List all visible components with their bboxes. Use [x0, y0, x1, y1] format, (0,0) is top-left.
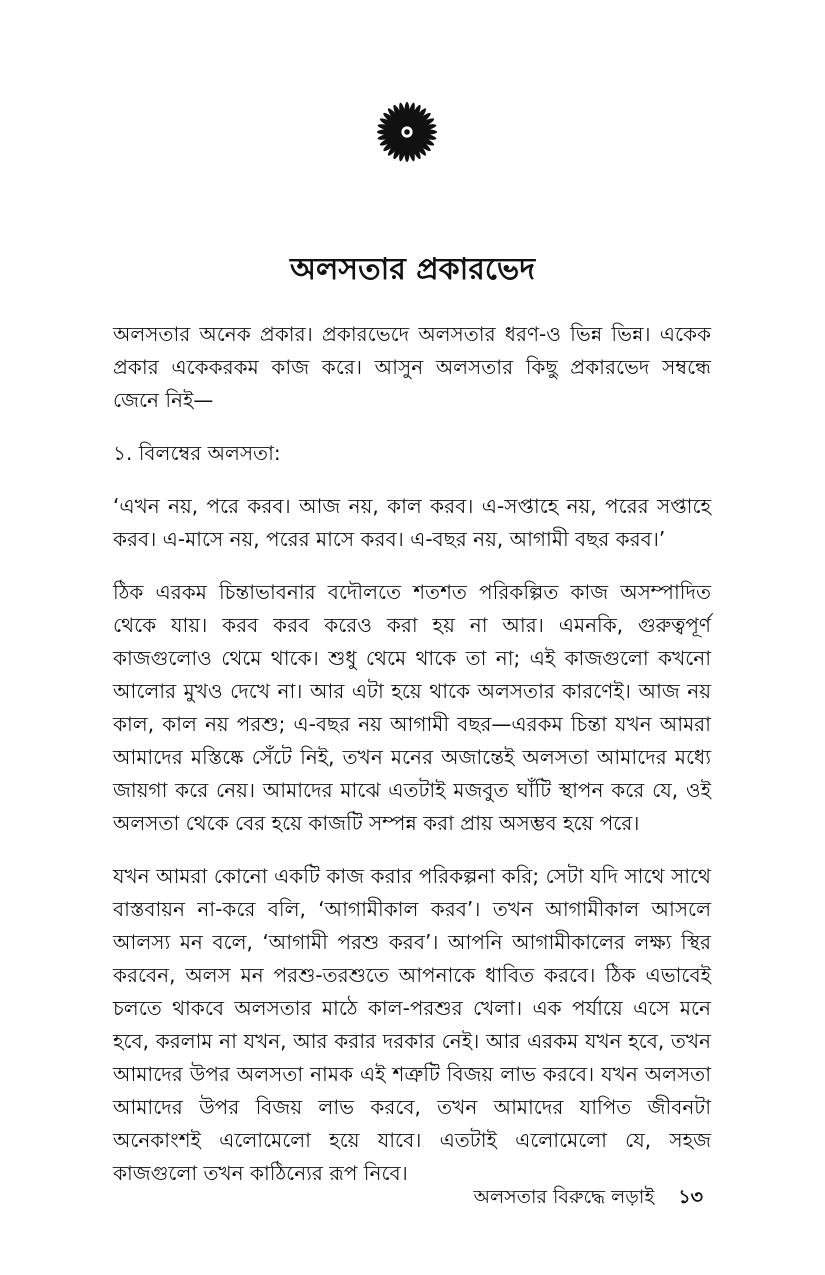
page-footer — [474, 1182, 703, 1212]
paragraph-detail: যখন আমরা কোনো একটি কাজ করার পরিকল্পনা করি; সেটা যদি সাথে সাথে বাস্তবায়ন না-করে বলি, ‘আগামীকাল করব’। তখন আগামীকাল আসলে আলস্য মন বলে, ‘আগামী পরশু করব’। আপনি আগামীকালের লক্ষ্য স্থির করবেন, অলস মন পরশু-তরশুতে আপনাকে ধাবিত করবে। ঠিক এভাবেই চলতে থাকবে অলসতার মাঠে কাল-পরশুর খেলা। এক পর্যায়ে এসে মনে হবে, করলাম না যখন, আর করার দরকার নেই। আর এরকম যখন হবে, তখন আমাদের উপর অলসতা নামক এই শত্রুটি বিজয় লাভ করবে। যখন অলসতা আমাদের উপর বিজয় লাভ করবে, তখন আমাদের যাপিত জীবনটা অনেকাংশই এলোমেলো হয়ে যাবে। এতটাই এলোমেলো যে, সহজ কাজগুলো তখন কাঠিন্যের রূপ নিবে। — [113, 864, 711, 1185]
paragraph-quote: ‘এখন নয়, পরে করব। আজ নয়, কাল করব। এ-সপ্তাহে নয়, পরের সপ্তাহে করব। এ-মাসে নয়, পরের মাসে করব। এ-বছর নয়, আগামী বছর করব।’ — [113, 494, 711, 551]
chapter-title: অলসতার প্রকারভেদ — [289, 252, 536, 287]
flower-ornament-icon — [372, 97, 442, 167]
running-book-title: অলসতার বিরুদ্ধে লড়াই — [473, 1186, 655, 1208]
page-number: ১৩ — [678, 1186, 703, 1208]
paragraph-explanation: ঠিক এরকম চিন্তাভাবনার বদৌলতে শতশত পরিকল্পিত কাজ অসম্পাদিত থেকে যায়। করব করব করেও করা হয় না আর। এমনকি, গুরুত্বপূর্ণ কাজগুলোও থেমে থাকে। শুধু থেমে থাকে তা না; এই কাজগুলো কখনো আলোর মুখও দেখে না। আর এটা হয়ে থাকে অলসতার কারণেই। আজ নয় কাল, কাল নয় পরশু; এ-বছর নয় আগামী বছর—এরকম চিন্তা যখন আমরা আমাদের মস্তিষ্কে সেঁটে নিই, তখন মনের অজান্তেই অলসতা আমাদের মধ্যে জায়গা করে নেয়। আমাদের মাঝে এতটাই মজবুত ঘাঁটি স্থাপন করে যে, ওই অলসতা থেকে বের হয়ে কাজটি সম্পন্ন করা প্রায় অসম্ভব হয়ে পরে। — [113, 580, 711, 835]
section-heading: ১. বিলম্বের অলসতা: — [113, 441, 281, 465]
body-text — [113, 318, 711, 1210]
paragraph-intro: অলসতার অনেক প্রকার। প্রকারভেদে অলসতার ধরণ-ও ভিন্ন ভিন্ন। একেক প্রকার একেকরকম কাজ করে। আসুন অলসতার কিছু প্রকারভেদ সম্বন্ধে জেনে নিই— — [113, 322, 711, 412]
